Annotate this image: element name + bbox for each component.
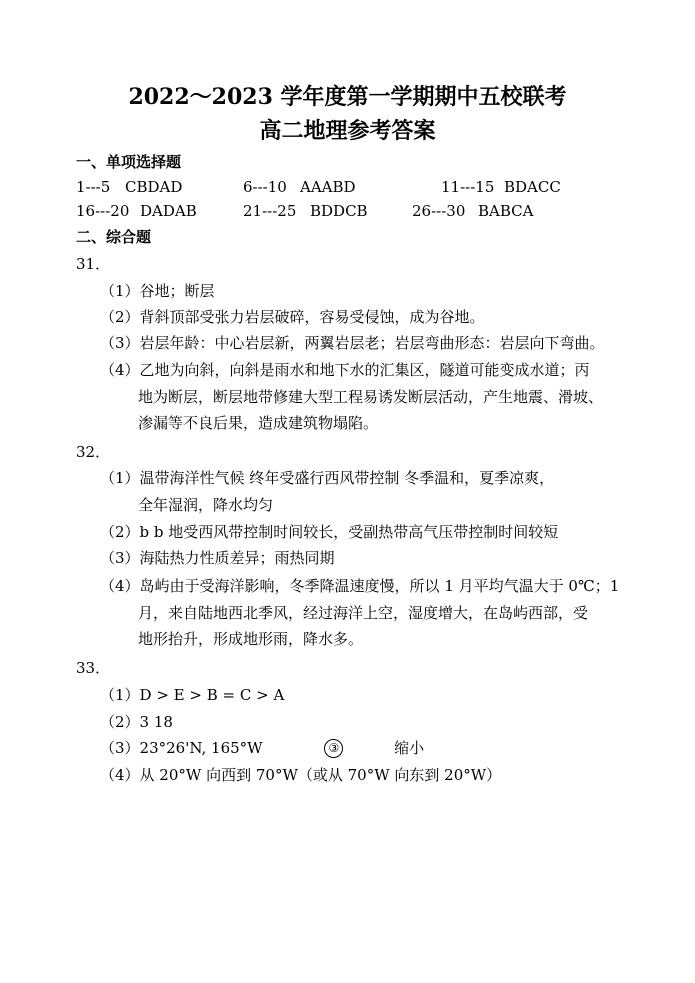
q33-answer-2: （2）3 18	[100, 713, 173, 731]
q31-answer-2: （2）背斜顶部受张力岩层破碎，容易受侵蚀，成为谷地。	[100, 308, 485, 326]
circled-number-icon: ③	[324, 739, 343, 758]
q31-answer-4-cont: 地为断层，断层地带修建大型工程易诱发断层活动，产生地震、滑坡、	[138, 388, 604, 406]
q32-answer-4: （4）岛屿由于受海洋影响，冬季降温速度慢，所以 1 月平均气温大于 0℃；1	[100, 577, 620, 595]
q32-number: 32．	[76, 443, 111, 461]
q32-answer-1-cont: 全年湿润，降水均匀	[138, 496, 274, 514]
q32-answer-4-cont: 月，来自陆地西北季风，经过海洋上空，湿度增大，在岛屿西部，受	[138, 604, 589, 622]
q33-answer-3	[100, 738, 424, 758]
mc-answer: CBDAD	[125, 178, 183, 196]
q32-answer-4-cont: 地形抬升，形成地形雨，降水多。	[138, 630, 364, 648]
mc-answer: DADAB	[140, 202, 197, 220]
section1-heading: 一、单项选择题	[76, 153, 182, 171]
mc-answer: BDDCB	[310, 202, 368, 220]
q31-answer-4: （4）乙地为向斜，向斜是雨水和地下水的汇集区，隧道可能变成水道；丙	[100, 361, 590, 379]
section2-heading: 二、综合题	[76, 228, 152, 246]
q33-answer-1: （1）D > E > B = C > A	[100, 686, 285, 704]
q33-answer-3-coords: （3）23°26'N, 165°W	[100, 739, 263, 757]
mc-range: 6---10	[243, 178, 287, 196]
q31-number: 31．	[76, 255, 111, 273]
mc-range: 16---20	[76, 202, 130, 220]
mc-answer: BABCA	[478, 202, 534, 220]
q31-answer-1: （1）谷地；断层	[100, 282, 215, 300]
page-title-line1: 2022～2023 学年度第一学期期中五校联考	[128, 84, 567, 110]
q33-answer-4: （4）从 20°W 向西到 70°W（或从 70°W 向东到 20°W）	[100, 766, 502, 784]
mc-answer: AAABD	[300, 178, 356, 196]
mc-answer: BDACC	[504, 178, 561, 196]
mc-range: 26---30	[412, 202, 466, 220]
mc-range: 1---5	[76, 178, 111, 196]
q32-answer-2: （2）b b 地受西风带控制时间较长，受副热带高气压带控制时间较短	[100, 523, 559, 541]
q31-answer-4-cont: 渗漏等不良后果，造成建筑物塌陷。	[138, 414, 379, 432]
mc-range: 11---15	[441, 178, 495, 196]
q33-answer-3-change: 缩小	[394, 739, 425, 757]
mc-range: 21---25	[243, 202, 297, 220]
page-title-line2: 高二地理参考答案	[259, 118, 436, 144]
q33-number: 33．	[76, 659, 111, 677]
q32-answer-1: （1）温带海洋性气候 终年受盛行西风带控制 冬季温和，夏季凉爽，	[100, 469, 555, 487]
q31-answer-3: （3）岩层年龄：中心岩层新，两翼岩层老；岩层弯曲形态：岩层向下弯曲。	[100, 334, 605, 352]
q32-answer-3: （3）海陆热力性质差异；雨热同期	[100, 549, 335, 567]
